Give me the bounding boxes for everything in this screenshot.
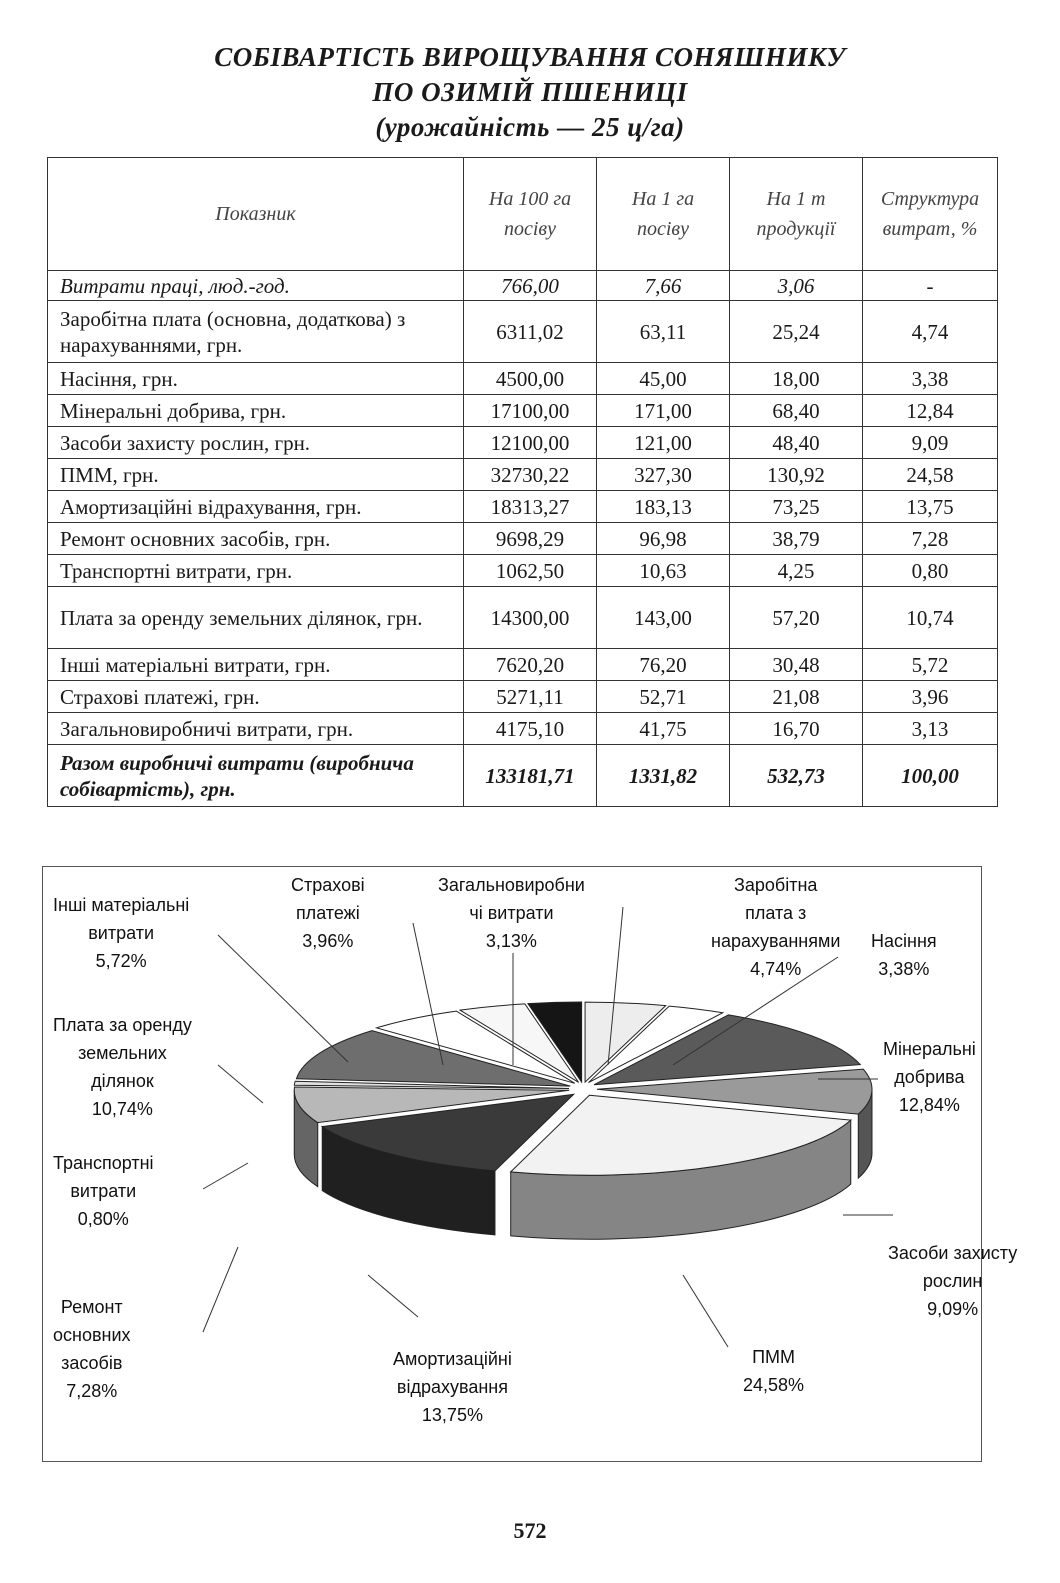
pie-label-line: нарахуваннями	[711, 931, 841, 951]
row-value: 63,11	[597, 301, 730, 363]
pie-label	[883, 1035, 976, 1119]
row-value: 3,13	[863, 713, 998, 745]
pie-label-line: 7,28%	[66, 1381, 118, 1401]
row-value: 9,09	[863, 427, 998, 459]
pie-leader-line	[203, 1163, 248, 1189]
row-value: 532,73	[730, 745, 863, 807]
row-label: Засоби захисту рослин, грн.	[48, 427, 464, 459]
row-value: 1062,50	[464, 555, 597, 587]
row-value: 6311,02	[464, 301, 597, 363]
table-row	[48, 427, 998, 459]
pie-label-line: 4,74%	[750, 959, 802, 979]
row-value: -	[863, 271, 998, 301]
row-label: Загальновиробничі витрати, грн.	[48, 713, 464, 745]
pie-label	[393, 1345, 512, 1429]
row-value: 4500,00	[464, 363, 597, 395]
row-label: Насіння, грн.	[48, 363, 464, 395]
pie-label-line: Плата за оренду	[53, 1015, 192, 1035]
row-value: 4,25	[730, 555, 863, 587]
row-value: 73,25	[730, 491, 863, 523]
pie-label-line: витрати	[70, 1181, 137, 1201]
row-label: Ремонт основних засобів, грн.	[48, 523, 464, 555]
row-value: 3,06	[730, 271, 863, 301]
pie-label-line: 5,72%	[95, 951, 147, 971]
title-line-2: ПО ОЗИМІЙ ПШЕНИЦІ	[372, 77, 688, 107]
pie-label-line: 13,75%	[421, 1405, 483, 1425]
row-value: 32730,22	[464, 459, 597, 491]
header-per-1t: На 1 т продукції	[730, 158, 863, 271]
pie-label	[53, 891, 189, 975]
row-label: Разом виробничі витрати (виробнича собівартість), грн.	[48, 745, 464, 807]
table-row	[48, 713, 998, 745]
pie-label-line: рослин	[922, 1271, 983, 1291]
row-value: 10,74	[863, 587, 998, 649]
row-value: 16,70	[730, 713, 863, 745]
row-label: ПММ, грн.	[48, 459, 464, 491]
row-value: 143,00	[597, 587, 730, 649]
row-value: 48,40	[730, 427, 863, 459]
table-row	[48, 491, 998, 523]
row-value: 5271,11	[464, 681, 597, 713]
row-value: 133181,71	[464, 745, 597, 807]
table-row	[48, 301, 998, 363]
row-value: 121,00	[597, 427, 730, 459]
pie-label	[53, 1293, 131, 1405]
pie-label-line: чі витрати	[469, 903, 554, 923]
pie-chart	[42, 866, 1018, 1462]
title-line-1: СОБІВАРТІСТЬ ВИРОЩУВАННЯ СОНЯШНИКУ	[214, 42, 846, 72]
table-row	[48, 649, 998, 681]
row-value: 41,75	[597, 713, 730, 745]
pie-label-line: плата з	[745, 903, 807, 923]
table-header-row	[48, 158, 998, 271]
table-body	[48, 271, 998, 807]
pie-label-line: ділянок	[91, 1071, 154, 1091]
pie-label-line: засобів	[61, 1353, 123, 1373]
table-row	[48, 459, 998, 491]
table-row	[48, 555, 998, 587]
table-row	[48, 523, 998, 555]
row-value: 171,00	[597, 395, 730, 427]
row-value: 12,84	[863, 395, 998, 427]
table-row	[48, 395, 998, 427]
row-value: 1331,82	[597, 745, 730, 807]
pie-label-line: Мінеральні	[883, 1039, 976, 1059]
table-row	[48, 745, 998, 807]
pie-label-line: витрати	[88, 923, 155, 943]
pie-label-line: Загальновиробни	[438, 875, 585, 895]
pie-label-line: Насіння	[871, 931, 937, 951]
table-row	[48, 363, 998, 395]
row-label: Витрати праці, люд.-год.	[48, 271, 464, 301]
pie-label-line: ПММ	[752, 1347, 795, 1367]
row-value: 4,74	[863, 301, 998, 363]
row-label: Плата за оренду земельних ділянок, грн.	[48, 587, 464, 649]
pie-label-line: 12,84%	[898, 1095, 960, 1115]
pie-label-line: земельних	[78, 1043, 167, 1063]
row-value: 130,92	[730, 459, 863, 491]
row-value: 21,08	[730, 681, 863, 713]
row-label: Інші матеріальні витрати, грн.	[48, 649, 464, 681]
row-value: 327,30	[597, 459, 730, 491]
row-value: 3,96	[863, 681, 998, 713]
pie-label	[438, 871, 585, 955]
header-indicator: Показник	[48, 158, 464, 271]
page-number: 572	[513, 1518, 547, 1543]
row-value: 12100,00	[464, 427, 597, 459]
title-line-3: (урожайність — 25 ц/га)	[375, 112, 685, 142]
pie-label-line: 0,80%	[77, 1209, 129, 1229]
row-value: 76,20	[597, 649, 730, 681]
header-per-100ha: На 100 га посіву	[464, 158, 597, 271]
row-value: 17100,00	[464, 395, 597, 427]
pie-label	[888, 1239, 1017, 1323]
row-value: 100,00	[863, 745, 998, 807]
header-per-1ha: На 1 га посіву	[597, 158, 730, 271]
pie-label-line: 10,74%	[91, 1099, 153, 1119]
row-label: Мінеральні добрива, грн.	[48, 395, 464, 427]
pie-label-line: 3,96%	[302, 931, 354, 951]
pie-label	[711, 871, 840, 983]
pie-label-line: Страхові	[291, 875, 365, 895]
pie-label-line: 9,09%	[927, 1299, 979, 1319]
row-value: 96,98	[597, 523, 730, 555]
table-row	[48, 271, 998, 301]
cost-table	[47, 157, 998, 807]
header-structure: Структура витрат, %	[863, 158, 998, 271]
row-label: Амортизаційні відрахування, грн.	[48, 491, 464, 523]
row-value: 52,71	[597, 681, 730, 713]
row-label: Транспортні витрати, грн.	[48, 555, 464, 587]
page-title	[0, 40, 1060, 145]
pie-label-line: Ремонт	[60, 1297, 123, 1317]
row-label: Заробітна плата (основна, додаткова) з нарахуваннями, грн.	[48, 301, 464, 363]
pie-label	[743, 1343, 804, 1399]
row-value: 7,28	[863, 523, 998, 555]
row-value: 183,13	[597, 491, 730, 523]
pie-label-line: добрива	[894, 1067, 965, 1087]
row-value: 14300,00	[464, 587, 597, 649]
pie-label-line: Засоби захисту	[888, 1243, 1018, 1263]
row-value: 24,58	[863, 459, 998, 491]
row-value: 9698,29	[464, 523, 597, 555]
row-value: 38,79	[730, 523, 863, 555]
row-value: 10,63	[597, 555, 730, 587]
row-value: 45,00	[597, 363, 730, 395]
row-value: 68,40	[730, 395, 863, 427]
pie-label-line: Заробітна	[733, 875, 818, 895]
table-row	[48, 587, 998, 649]
pie-label-line: Амортизаційні	[393, 1349, 512, 1369]
row-value: 57,20	[730, 587, 863, 649]
pie-leader-line	[683, 1275, 728, 1347]
pie-label-line: Транспортні	[53, 1153, 154, 1173]
row-value: 7,66	[597, 271, 730, 301]
pie-label-line: відрахування	[396, 1377, 508, 1397]
row-value: 13,75	[863, 491, 998, 523]
pie-label-line: платежі	[295, 903, 360, 923]
row-value: 0,80	[863, 555, 998, 587]
row-value: 18313,27	[464, 491, 597, 523]
row-value: 5,72	[863, 649, 998, 681]
pie-label	[53, 1149, 154, 1233]
pie-leader-line	[368, 1275, 418, 1317]
pie-label	[53, 1011, 192, 1123]
row-value: 766,00	[464, 271, 597, 301]
row-value: 30,48	[730, 649, 863, 681]
row-value: 4175,10	[464, 713, 597, 745]
pie-label	[871, 927, 937, 983]
row-value: 18,00	[730, 363, 863, 395]
row-label: Страхові платежі, грн.	[48, 681, 464, 713]
pie-label-line: 3,13%	[485, 931, 537, 951]
pie-label	[291, 871, 365, 955]
row-value: 25,24	[730, 301, 863, 363]
pie-label-line: Інші матеріальні	[53, 895, 190, 915]
row-value: 3,38	[863, 363, 998, 395]
pie-label-line: основних	[53, 1325, 131, 1345]
pie-label-line: 24,58%	[743, 1375, 805, 1395]
table-row	[48, 681, 998, 713]
pie-leader-line	[203, 1247, 238, 1332]
pie-leader-line	[218, 1065, 263, 1103]
row-value: 7620,20	[464, 649, 597, 681]
pie-label-line: 3,38%	[878, 959, 930, 979]
